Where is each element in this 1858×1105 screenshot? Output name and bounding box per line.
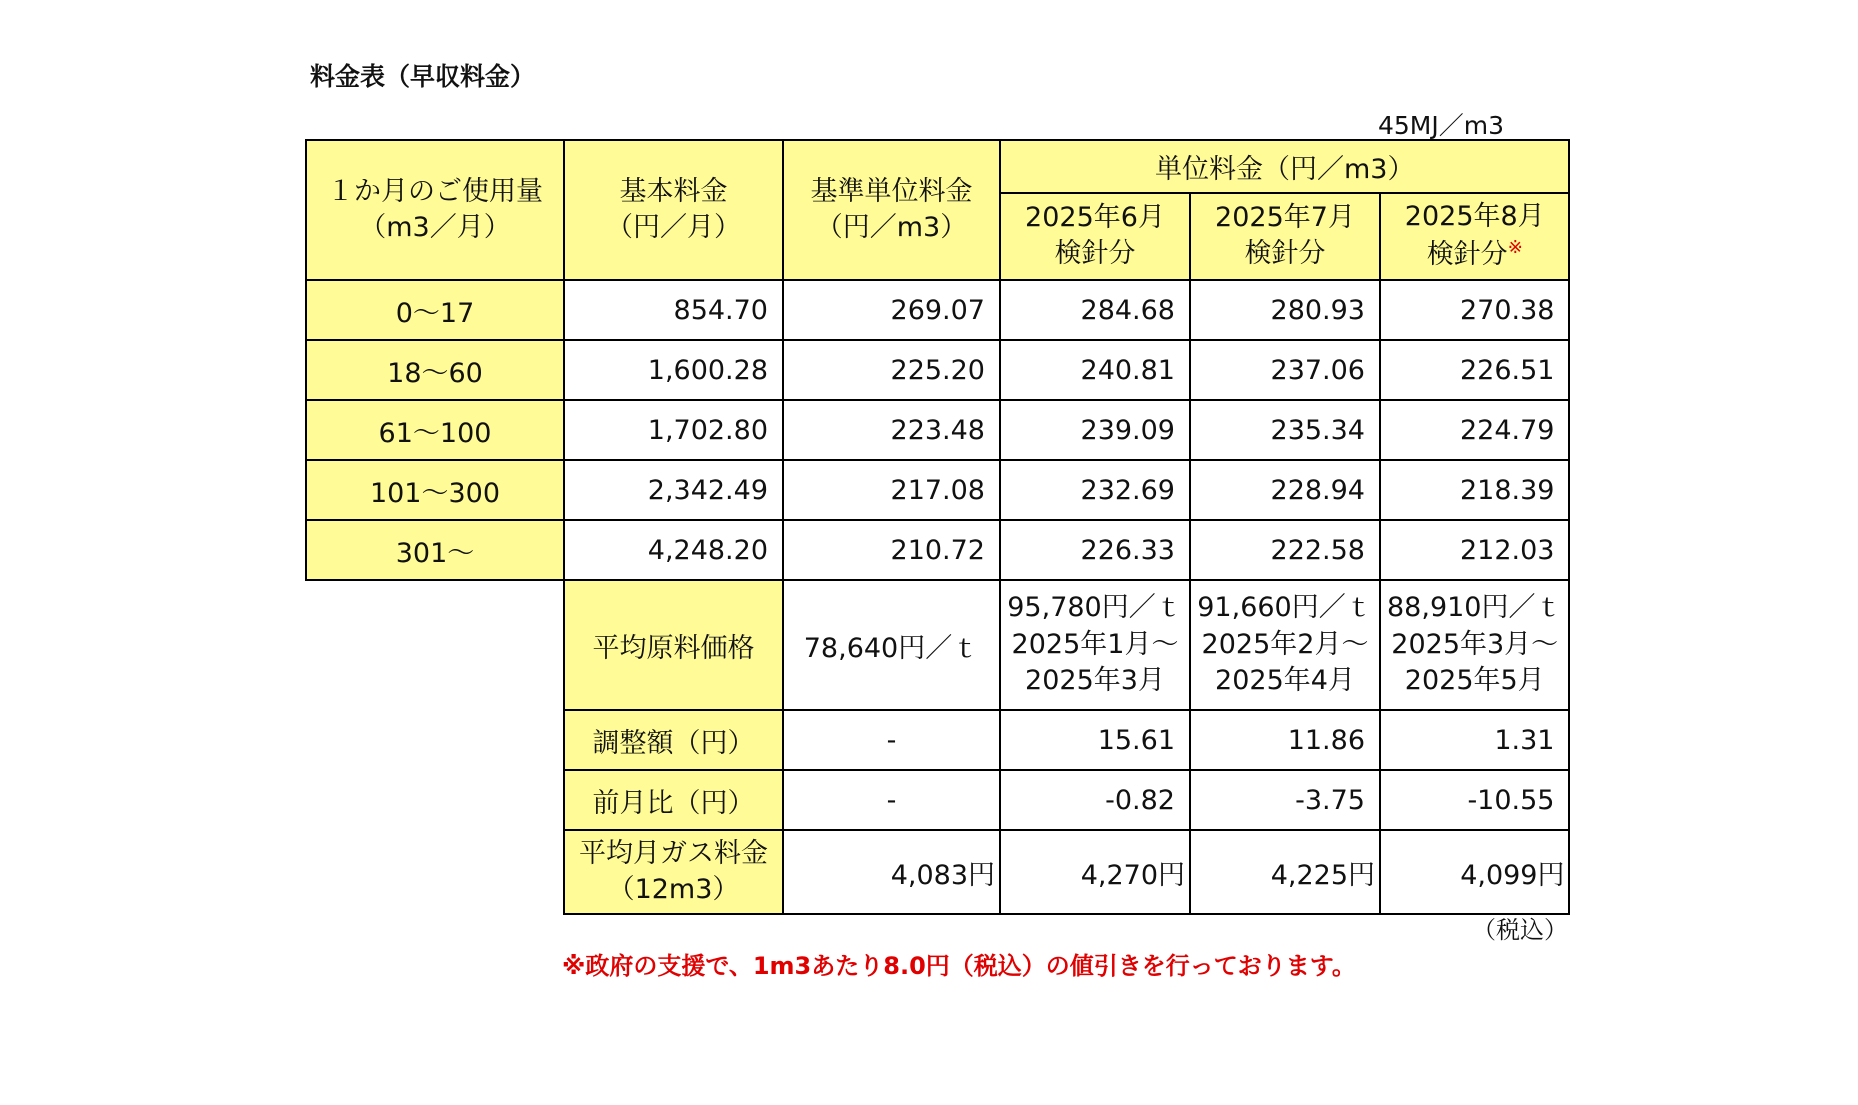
price-cell: 226.51 (1380, 340, 1569, 400)
avg-bill-base: 4,083円 (783, 830, 1000, 914)
avg-bill-label: 平均月ガス料金 （12m3） (564, 830, 783, 914)
adjustment-value: 1.31 (1380, 710, 1569, 770)
mom-value: -0.82 (1000, 770, 1190, 830)
raw-material-jun: 95,780円／ｔ 2025年1月～ 2025年3月 (1000, 580, 1190, 710)
unit-note: 45MJ／m3 (1378, 111, 1505, 140)
table-row (306, 280, 1569, 340)
raw-material-label: 平均原料価格 (564, 580, 783, 710)
standard-cell: 269.07 (783, 280, 1000, 340)
mom-row (306, 770, 1569, 830)
tax-note: （税込） (1472, 916, 1568, 944)
adjustment-value: 11.86 (1190, 710, 1380, 770)
header-basic: 基本料金 （円／月） (564, 140, 783, 280)
note-mark: ※ (1507, 236, 1523, 258)
header-unit-price: 単位料金（円／m3） (1000, 140, 1569, 193)
raw-material-row (306, 580, 1569, 710)
avg-bill-row (306, 830, 1569, 914)
mom-label: 前月比（円） (564, 770, 783, 830)
price-cell: 224.79 (1380, 400, 1569, 460)
adjustment-value: 15.61 (1000, 710, 1190, 770)
raw-material-base: 78,640円／ｔ (783, 580, 1000, 710)
price-cell: 218.39 (1380, 460, 1569, 520)
table-row (306, 340, 1569, 400)
table-row (306, 520, 1569, 580)
basic-cell: 854.70 (564, 280, 783, 340)
usage-cell: 0～17 (306, 280, 564, 340)
price-cell: 240.81 (1000, 340, 1190, 400)
basic-cell: 4,248.20 (564, 520, 783, 580)
rate-table (305, 139, 1570, 915)
header-month-jul: 2025年7月 検針分 (1190, 193, 1380, 280)
table-row (306, 400, 1569, 460)
header-usage: １か月のご使用量 （m3／月） (306, 140, 564, 280)
adjustment-row (306, 710, 1569, 770)
raw-material-aug: 88,910円／ｔ 2025年3月～ 2025年5月 (1380, 580, 1569, 710)
standard-cell: 210.72 (783, 520, 1000, 580)
avg-bill-value: 4,099円 (1380, 830, 1569, 914)
mom-value: -3.75 (1190, 770, 1380, 830)
footnote: ※政府の支援で、1m3あたり8.0円（税込）の値引きを行っております。 (562, 952, 1356, 980)
avg-bill-value: 4,225円 (1190, 830, 1380, 914)
header-standard-unit: 基準単位料金 （円／m3） (783, 140, 1000, 280)
adjustment-label: 調整額（円） (564, 710, 783, 770)
price-cell: 235.34 (1190, 400, 1380, 460)
table-row (306, 460, 1569, 520)
avg-bill-value: 4,270円 (1000, 830, 1190, 914)
header-month-jun: 2025年6月 検針分 (1000, 193, 1190, 280)
price-cell: 232.69 (1000, 460, 1190, 520)
usage-cell: 61～100 (306, 400, 564, 460)
mom-base: - (783, 770, 1000, 830)
usage-cell: 301～ (306, 520, 564, 580)
basic-cell: 2,342.49 (564, 460, 783, 520)
raw-material-jul: 91,660円／ｔ 2025年2月～ 2025年4月 (1190, 580, 1380, 710)
mom-value: -10.55 (1380, 770, 1569, 830)
price-cell: 270.38 (1380, 280, 1569, 340)
header-month-aug: 2025年8月 検針分※ (1380, 193, 1569, 280)
price-cell: 228.94 (1190, 460, 1380, 520)
price-cell: 239.09 (1000, 400, 1190, 460)
basic-cell: 1,702.80 (564, 400, 783, 460)
price-cell: 280.93 (1190, 280, 1380, 340)
adjustment-base: - (783, 710, 1000, 770)
price-cell: 222.58 (1190, 520, 1380, 580)
page-title: 料金表（早収料金） (310, 62, 536, 91)
standard-cell: 223.48 (783, 400, 1000, 460)
price-cell: 212.03 (1380, 520, 1569, 580)
standard-cell: 217.08 (783, 460, 1000, 520)
usage-cell: 101～300 (306, 460, 564, 520)
price-cell: 237.06 (1190, 340, 1380, 400)
price-cell: 284.68 (1000, 280, 1190, 340)
price-cell: 226.33 (1000, 520, 1190, 580)
usage-cell: 18～60 (306, 340, 564, 400)
basic-cell: 1,600.28 (564, 340, 783, 400)
standard-cell: 225.20 (783, 340, 1000, 400)
